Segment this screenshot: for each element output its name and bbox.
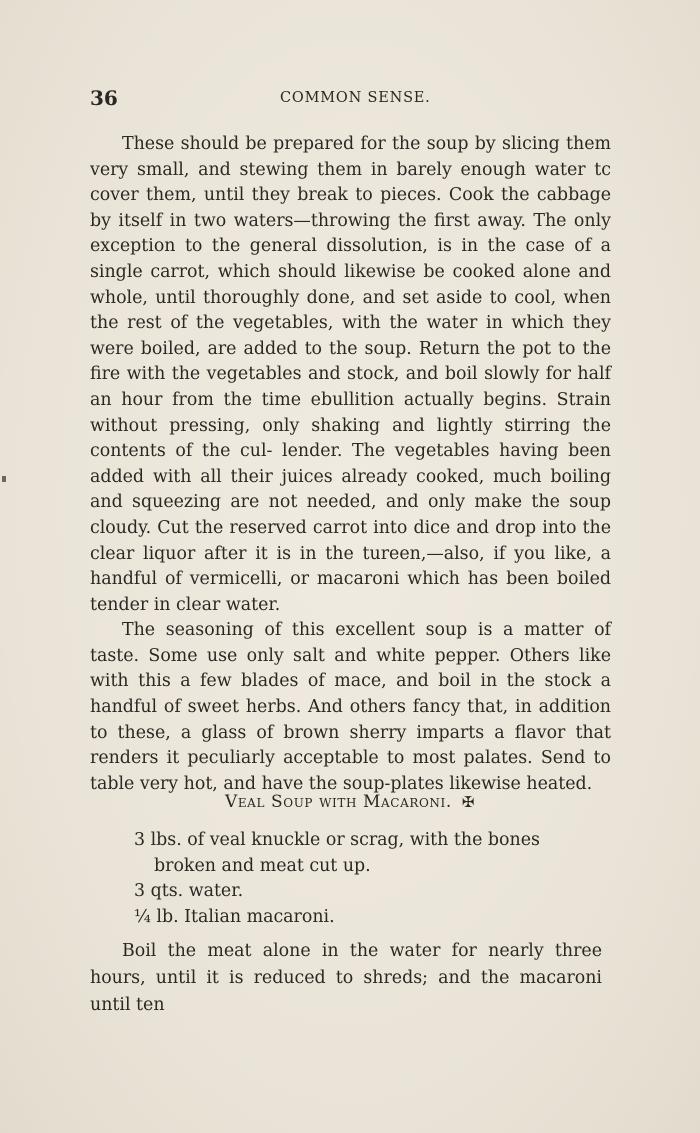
paragraph: Boil the meat alone in the water for nearly three hours, until it is reduced to shreds; and the macaroni until ten	[90, 941, 602, 1015]
ingredient-list	[134, 828, 574, 930]
recipe-title	[90, 792, 610, 812]
page-number: 36	[90, 86, 118, 110]
ingredient-item: 3 lbs. of veal knuckle or scrag, with the bones broken and meat cut up.	[134, 830, 540, 876]
recipe-instructions	[90, 938, 602, 1019]
body-text	[90, 132, 611, 797]
cross-mark-icon: ✠	[461, 793, 476, 811]
margin-mark	[2, 476, 6, 482]
paragraph: The seasoning of this excellent soup is a matter of taste. Some use only salt and white pepper. Others like with this a few blades of mace, and boil in the stock a handful of sweet herbs. And others fancy that, in addition to these, a glass of brown sherry imparts a flavor that renders it peculiarly acceptable to most palates. Send to table very hot, and have the soup-plates likewise heated.	[90, 620, 611, 794]
running-head	[90, 86, 610, 112]
ingredient-item: ¼ lb. Italian macaroni.	[134, 906, 335, 927]
recipe-title-text: Veal Soup with Macaroni.	[224, 792, 452, 812]
running-title: COMMON SENSE.	[280, 90, 431, 106]
ingredient-item: 3 qts. water.	[134, 881, 244, 901]
paragraph: These should be prepared for the soup by slicing them very small, and stewing them in barely enough water tc cover them, until they break to pieces. Cook the cabbage by itself in two waters—throwing the first away. The only exception to the general dissolution, is in the case of a single carrot, which should likewise be cooked alone and whole, until thoroughly done, and set aside to cool, when the rest of the vegetables, with the water in which they were boiled, are added to the soup. Return the pot to the fire with the vegetables and stock, and boil slowly for half an hour from the time ebullition actually begins. Strain without pressing, only shaking and lightly stirring the contents of the cul- lender. The vegetables having been added with all their juices already cooked, much boiling and squeezing are not needed, and only make the soup cloudy. Cut the reserved carrot into dice and drop into the clear liquor after it is in the tureen,—also, if you like, a handful of vermicelli, or macaroni which has been boiled tender in clear water.	[90, 134, 611, 615]
